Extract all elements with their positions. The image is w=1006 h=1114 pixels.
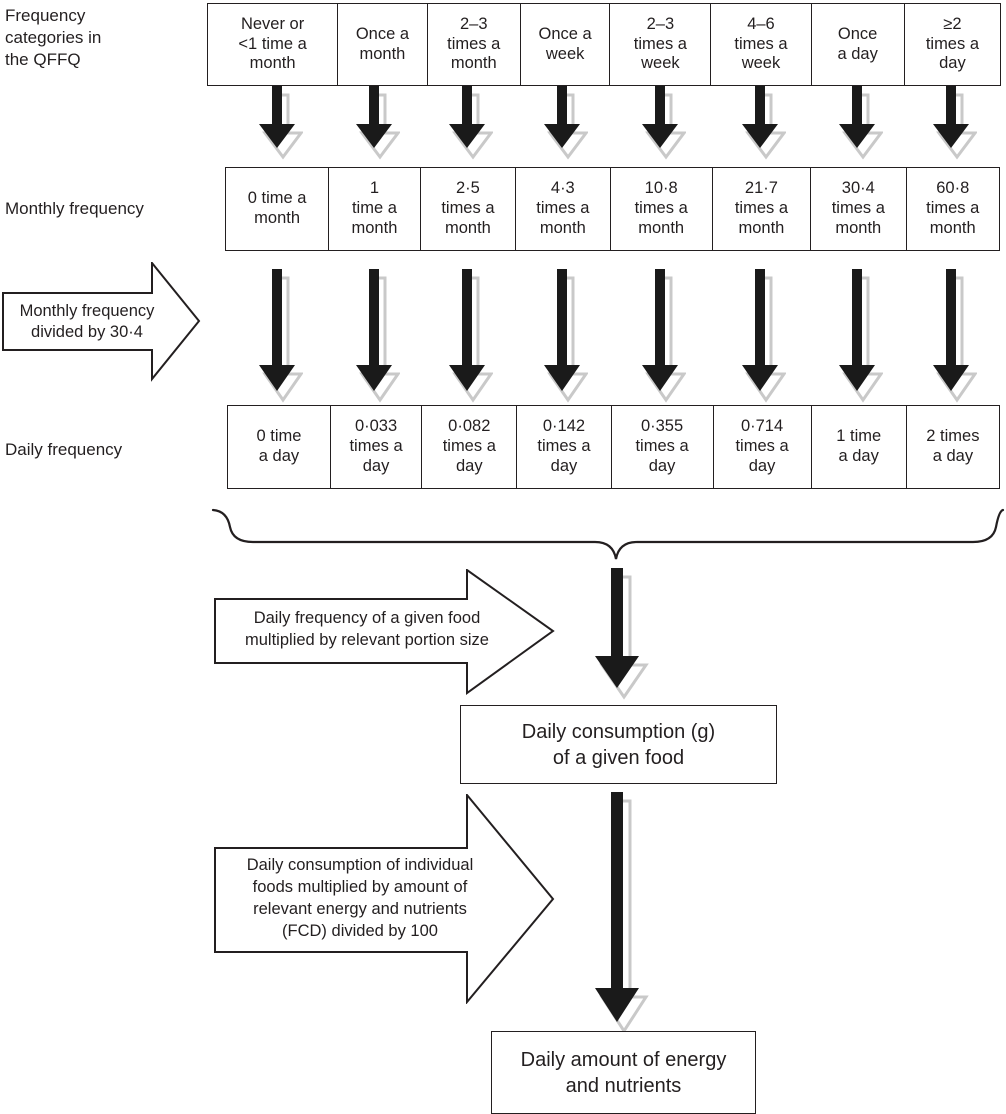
qffq-category-cell: Once a month — [337, 4, 426, 85]
monthly-frequency-cell: 21·7 times a month — [712, 168, 810, 250]
qffq-categories-row — [207, 3, 1001, 86]
down-arrow-icon — [905, 86, 998, 166]
qffq-category-cell: 2–3 times a week — [609, 4, 710, 85]
daily-energy-nutrients-box: Daily amount of energy and nutrients — [491, 1031, 756, 1114]
down-arrow-icon — [225, 86, 328, 166]
daily-frequency-cell: 2 times a day — [906, 406, 999, 488]
monthly-frequency-cell: 0 time a month — [247, 189, 307, 227]
daily-frequency-cell: 0·355 times a day — [611, 406, 713, 488]
daily-frequency-row — [227, 405, 1000, 489]
arrows-qffq-to-monthly — [225, 86, 998, 166]
monthly-frequency-cell: 30·4 times a month — [810, 168, 905, 250]
qffq-category-cell: Once a day — [811, 4, 904, 85]
down-arrow-icon — [810, 86, 905, 166]
label-daily-frequency: Daily frequency — [5, 440, 123, 459]
down-arrow-icon — [711, 269, 809, 405]
monthly-frequency-cell: 60·8 times a month — [906, 168, 999, 250]
arrows-monthly-to-daily — [225, 269, 998, 405]
daily-frequency-cell: 0·082 times a day — [421, 406, 516, 488]
daily-frequency-cell: 1 time a day — [811, 406, 906, 488]
down-arrow-icon — [609, 86, 711, 166]
curly-brace — [211, 506, 1005, 566]
daily-frequency-cell: 0·714 times a day — [713, 406, 811, 488]
down-arrow-icon — [585, 792, 649, 1034]
qffq-category-cell: Never or <1 time a month — [238, 14, 307, 73]
daily-frequency-cell: 0 time a day — [256, 427, 302, 465]
daily-frequency-cell: 0·033 times a day — [330, 406, 421, 488]
down-arrow-icon — [585, 568, 649, 700]
down-arrow-icon — [420, 269, 515, 405]
daily-consumption-box: Daily consumption (g) of a given food — [460, 705, 777, 784]
down-arrow-icon — [420, 86, 515, 166]
monthly-frequency-cell: 2·5 times a month — [420, 168, 515, 250]
down-arrow-icon — [711, 86, 809, 166]
monthly-frequency-row — [225, 167, 1000, 251]
down-arrow-icon — [515, 86, 609, 166]
down-arrow-icon — [225, 269, 328, 405]
monthly-frequency-cell: 4·3 times a month — [515, 168, 609, 250]
daily-frequency-cell: 0·142 times a day — [516, 406, 610, 488]
monthly-divide-label: Monthly frequency divided by 30·4 — [19, 301, 155, 341]
qffq-category-cell: 2–3 times a month — [427, 4, 520, 85]
portion-size-label: Daily frequency of a given food multiplied by relevant portion size — [245, 609, 489, 649]
label-monthly-frequency: Monthly frequency — [5, 199, 144, 218]
down-arrow-icon — [810, 269, 905, 405]
label-frequency-categories: Frequency categories in the QFFQ — [5, 6, 102, 70]
monthly-frequency-cell: 1 time a month — [328, 168, 420, 250]
qffq-category-cell: ≥2 times a day — [904, 4, 1000, 85]
qffq-category-cell: Once a week — [520, 4, 609, 85]
down-arrow-icon — [515, 269, 609, 405]
fcd-label: Daily consumption of individual foods multiplied by amount of relevant energy and nutrients (FCD) divided by 100 — [246, 856, 474, 940]
down-arrow-icon — [328, 269, 419, 405]
down-arrow-icon — [905, 269, 998, 405]
down-arrow-icon — [609, 269, 711, 405]
monthly-frequency-cell: 10·8 times a month — [610, 168, 712, 250]
down-arrow-icon — [328, 86, 419, 166]
qffq-category-cell: 4–6 times a week — [710, 4, 810, 85]
